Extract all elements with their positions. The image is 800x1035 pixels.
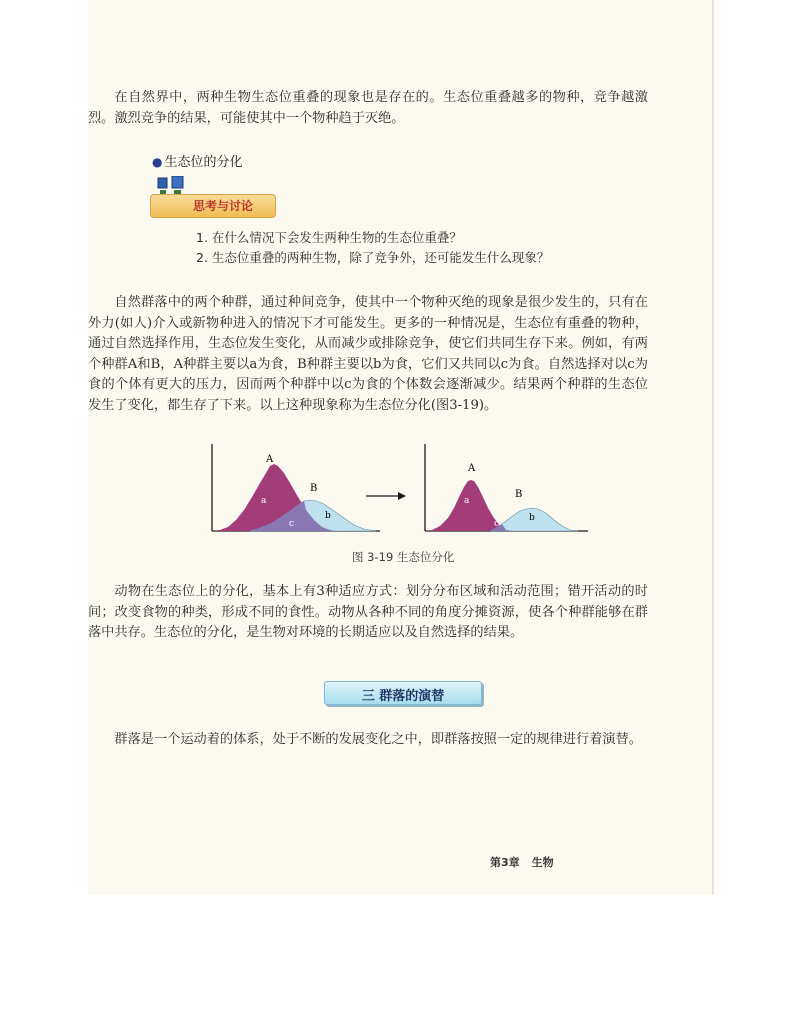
arrow [366, 492, 406, 500]
left-graph [212, 444, 380, 531]
right-label-B: B [515, 489, 523, 500]
discussion-banner [150, 194, 276, 218]
right-label-c: c [494, 519, 500, 529]
left-label-a: a [261, 496, 267, 506]
subheading [152, 151, 243, 170]
paragraph-animal-niche: 动物在生态位上的分化，基本上有3种适应方式：划分分布区域和活动范围；错开活动的时间；改变食物的种类，形成不同的食性。动物从各种不同的角度分摊资源，使各个种群能够在群落中共存。生态位的分化，是生物对环境的长期适应以及自然选择的结果。 [88, 584, 648, 640]
left-label-c: c [289, 519, 295, 529]
right-label-a: a [464, 496, 470, 506]
intro-paragraph: 在自然界中，两种生物生态位重叠的现象也是存在的。生态位重叠越多的物种，竞争越激烈。激烈竞争的结果，可能使其中一个物种趋于灭绝。 [88, 90, 648, 126]
right-label-b: b [529, 513, 535, 523]
section-banner [324, 681, 482, 705]
section-title: 三 群落的演替 [361, 689, 445, 704]
discussion-question-1: 1. 在什么情况下会发生两种生物的生态位重叠？ [196, 230, 462, 245]
figure-caption: 图 3-19 生态位分化 [352, 550, 455, 564]
page-edge [712, 0, 714, 895]
right-graph [425, 444, 588, 531]
paragraph-succession: 群落是一个运动着的体系，处于不断的发展变化之中，即群落按照一定的规律进行着演替。 [114, 732, 642, 747]
niche-differentiation-figure [200, 440, 600, 540]
left-label-b: b [325, 511, 331, 521]
subheading-text: 生态位的分化 [164, 155, 243, 170]
right-label-A: A [468, 463, 476, 474]
discussion-title: 思考与讨论 [193, 199, 254, 213]
left-label-A: A [266, 454, 274, 465]
paragraph-niche-differentiation: 自然群落中的两个种群，通过种间竞争，使其中一个物种灭绝的现象是很少发生的，只有在外力(如人)介入或新物种进入的情况下才可能发生。更多的一种情况是，生态位有重叠的物种，通过自然选择作用，生态位发生变化，从而减少或排除竞争，使它们共同生存下来。例如，有两个种群A和B，A种群主要以a为食，B种群主要以b为食，它们又共同以c为食。自然选择对以c为食的个体有更大的压力，因而两个种群中以c为食的个体数会逐渐减少。结果两个种群的生态位发生了变化，都生存了下来。以上这种现象称为生态位分化(图3-19)。 [88, 295, 648, 413]
footer-chapter: 第3章 [490, 856, 520, 869]
footer-title: 生物 [531, 856, 554, 869]
bullet-icon: ● [152, 155, 163, 169]
left-label-B: B [310, 483, 318, 494]
discussion-question-2: 2. 生态位重叠的两种生物，除了竞争外，还可能发生什么现象？ [196, 250, 550, 265]
page-footer [490, 854, 554, 870]
